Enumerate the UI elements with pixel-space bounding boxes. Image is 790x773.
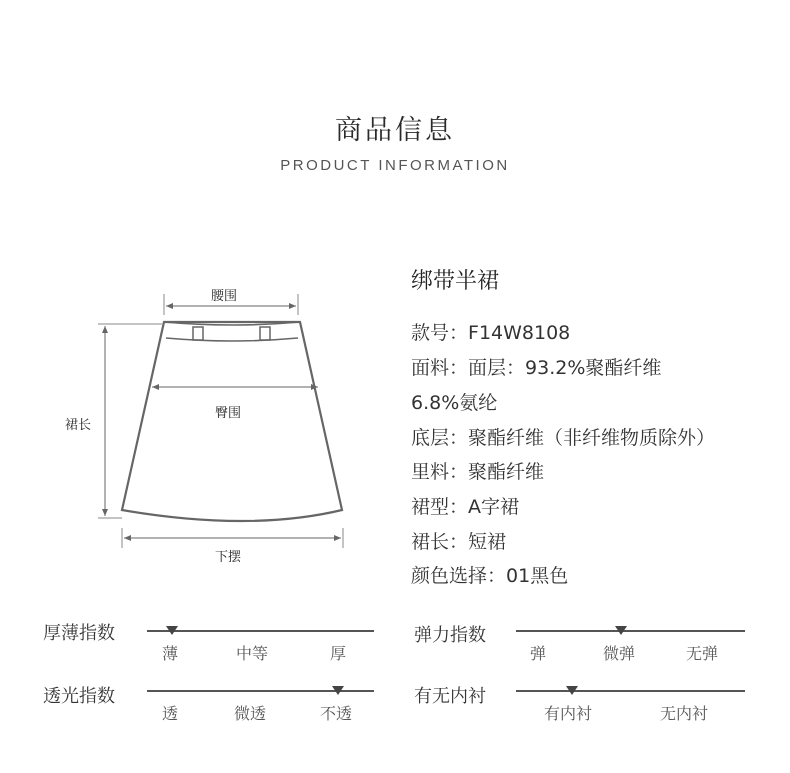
thickness-option: 中等: [236, 644, 269, 663]
spec-style-number: [411, 318, 570, 345]
spec-value: 6.8%氨纶: [411, 392, 498, 414]
elasticity-scale-line: [516, 630, 745, 632]
thickness-marker-icon: [166, 626, 178, 635]
waist-label: 腰围: [211, 289, 238, 304]
spec-bottom-layer: [411, 423, 715, 450]
spec-skirt-type: [411, 492, 519, 519]
transparency-scale-title: 透光指数: [43, 686, 115, 707]
spec-key: 款号：: [411, 322, 469, 344]
spec-key: 裙长：: [411, 531, 469, 553]
transparency-option: 微透: [234, 704, 267, 723]
page-title: 商品信息: [335, 115, 455, 146]
skirt-illustration: [60, 270, 360, 570]
lining-scale-line: [516, 690, 745, 692]
transparency-option: 不透: [320, 704, 353, 723]
hem-label: 下摆: [215, 550, 242, 565]
spec-value: 01黑色: [506, 565, 569, 587]
elasticity-option: 无弹: [686, 644, 719, 663]
lining-scale-title: 有无内衬: [414, 686, 486, 707]
spec-value: 面层：93.2%聚酯纤维: [468, 357, 662, 379]
hip-label: 臀围: [215, 406, 242, 421]
spec-key: 面料：: [411, 357, 469, 379]
transparency-marker-icon: [332, 686, 344, 695]
spec-value: 短裙: [468, 531, 507, 553]
spec-value: A字裙: [468, 496, 520, 518]
spec-key: 裙型：: [411, 496, 469, 518]
spec-fabric-cont: [411, 388, 497, 415]
spec-fabric: [411, 353, 661, 380]
lining-marker-icon: [566, 686, 578, 695]
thickness-scale-title: 厚薄指数: [43, 623, 115, 644]
length-label: 裙长: [65, 418, 92, 433]
page-subtitle: PRODUCT INFORMATION: [280, 157, 510, 174]
elasticity-option: 弹: [530, 644, 547, 663]
spec-color: [411, 561, 568, 588]
spec-lining: [411, 457, 544, 484]
spec-key: 里料：: [411, 461, 469, 483]
thickness-scale-line: [147, 630, 374, 632]
lining-option: 无内衬: [660, 704, 709, 723]
elasticity-marker-icon: [615, 626, 627, 635]
skirt-outline: [122, 322, 342, 521]
elasticity-option: 微弹: [603, 644, 636, 663]
spec-value: 底层：聚酯纤维（非纤维物质除外）: [411, 427, 716, 449]
thickness-option: 厚: [330, 644, 347, 663]
spec-key: 颜色选择：: [411, 565, 507, 587]
spec-value: F14W8108: [468, 322, 571, 344]
thickness-option: 薄: [162, 644, 179, 663]
transparency-option: 透: [162, 704, 179, 723]
product-name: 绑带半裙: [411, 269, 500, 294]
lining-option: 有内衬: [544, 704, 593, 723]
skirt-measurement-diagram: [60, 270, 360, 570]
spec-skirt-length: [411, 527, 506, 554]
spec-value: 聚酯纤维: [468, 461, 545, 483]
elasticity-scale-title: 弹力指数: [414, 625, 486, 646]
